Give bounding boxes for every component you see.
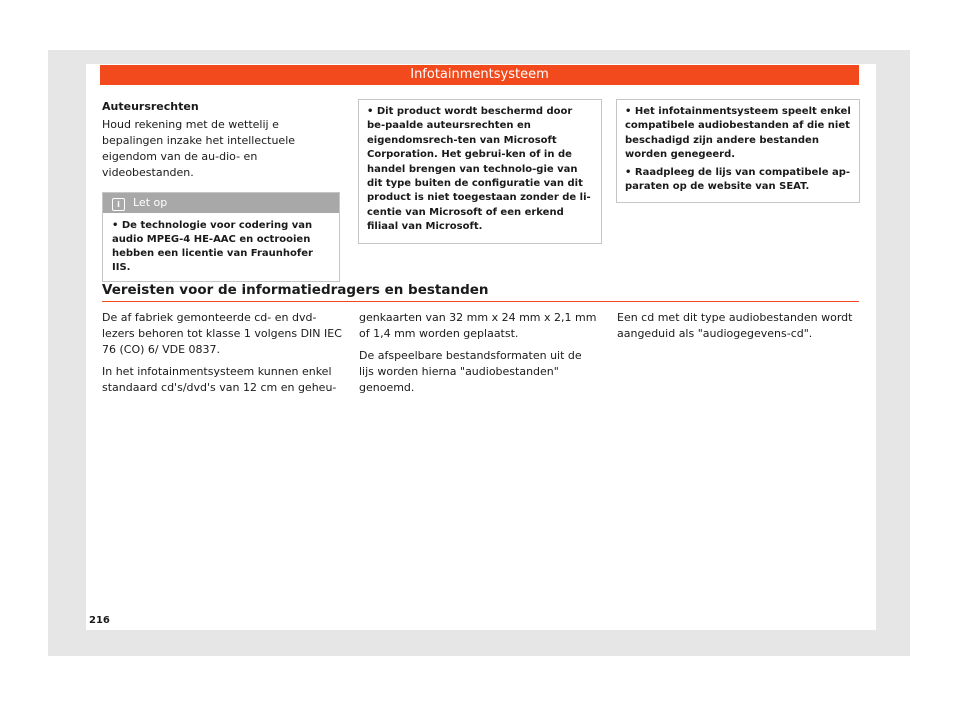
compatibility-text-2: • Raadpleeg de lijs van compatibele ap-paraten op de website van SEAT.	[625, 166, 851, 193]
chapter-header: Infotainmentsysteem	[100, 65, 859, 85]
note-box	[102, 192, 340, 282]
note-title: Let op	[133, 196, 168, 209]
body-column-1	[102, 310, 342, 402]
section-title: Vereisten voor de informatiedragers en bestanden	[102, 281, 859, 302]
body-column-2	[359, 310, 599, 402]
body-paragraph: In het infotainmentsysteem kunnen enkel standaard cd's/dvd's van 12 cm en geheu-	[102, 365, 337, 394]
microsoft-notice-box	[358, 99, 602, 244]
compatibility-text-1: • Het infotainmentsysteem speelt enkel compatibele audiobestanden af die niet beschadigd zijn andere bestanden worden genegeerd.	[625, 106, 851, 161]
body-paragraph: De af fabriek gemonteerde cd- en dvd-lezers behoren tot klasse 1 volgens DIN IEC 76 (CO) 6/ VDE 0837.	[102, 311, 342, 356]
body-paragraph: De afspeelbare bestandsformaten uit de lijs worden hierna "audiobestanden" genoemd.	[359, 349, 582, 394]
compatibility-box	[616, 99, 860, 203]
copyright-text: Houd rekening met de wettelij e bepalingen inzake het intellectuele eigendom van de au-dio- en videobestanden.	[102, 118, 296, 179]
note-text: • De technologie voor codering van audio MPEG-4 HE-AAC en octrooien hebben een licentie van Fraunhofer IIS.	[112, 220, 313, 273]
note-header	[103, 193, 339, 213]
copyright-heading: Auteursrechten	[102, 100, 199, 113]
body-paragraph: genkaarten van 32 mm x 24 mm x 2,1 mm of 1,4 mm worden geplaatst.	[359, 311, 597, 340]
info-icon: i	[112, 198, 125, 211]
body-paragraph: Een cd met dit type audiobestanden wordt aangeduid als "audiogegevens-cd".	[617, 311, 853, 340]
body-column-3	[617, 310, 857, 348]
copyright-column	[102, 99, 340, 282]
microsoft-notice-text: • Dit product wordt beschermd door be-paalde auteursrechten en eigendomsrech-ten van Microsoft Corporation. Het gebrui-ken of in de handel brengen van technolo-gie van dit type buiten de configuratie van dit product is niet toegestaan zonder de li-centie van Microsoft of een erkend filiaal van Microsoft.	[367, 106, 591, 233]
page-number: 216	[89, 615, 110, 626]
